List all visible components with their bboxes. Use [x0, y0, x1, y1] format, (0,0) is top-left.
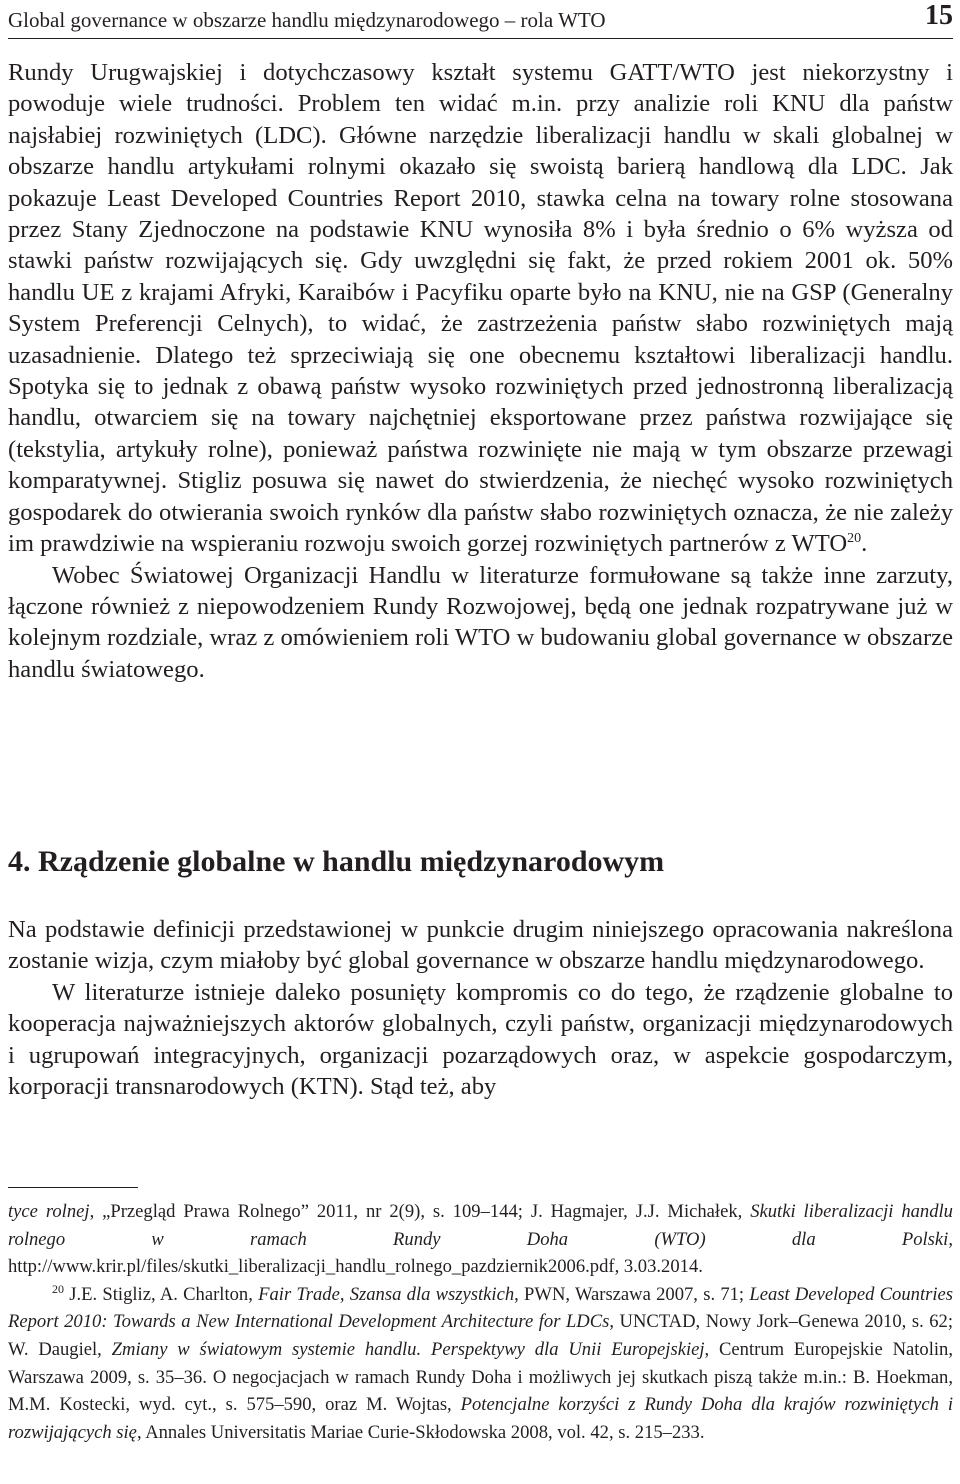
paragraph-2: Wobec Światowej Organizacji Handlu w literaturze formułowane są także inne zarzuty, łączone również z niepowodzeniem Rundy Rozwojowej, będą one jednak rozpatrywane już w kolejnym rozdziale, wraz z omówieniem roli WTO w budowaniu global governance w obszarze handlu światowego. [8, 561, 953, 683]
paragraph-1-text: Rundy Urugwajskiej i dotychczasowy kształt systemu GATT/WTO jest niekorzystny i powoduje wiele trudności. Problem ten widać m.in. przy analizie roli KNU dla państw najsłabiej rozwiniętych (LDC). Główne narzędzie liberalizacji handlu w skali globalnej w obszarze handlu artykułami rolnymi okazało się swoistą barierą handlową dla LDC. Jak pokazuje Least Developed Countries Report 2010, stawka celna na towary rolne stosowana przez Stany Zjednoczone na podstawie KNU wynosiła 8% i była średnio o 6% wyższa od stawki państw rozwijających się. Gdy uwzględni się fakt, że przed rokiem 2001 ok. 50% handlu UE z krajami Afryki, Karaibów i Pacyfiku oparte było na KNU, nie na GSP (Generalny System Preferencji Celnych), to widać, że zastrzeżenia państw słabo rozwiniętych mają uzasadnienie. Dlatego też sprzeciwiają się one obecnemu kształtowi liberalizacji handlu. Spotyka się to jednak z obawą państw wysoko rozwiniętych przed jednostronną liberalizacją handlu, otwarciem się na towary najchętniej eksportowane przez państwa rozwijające się (tekstylia, artykuły rolne), ponieważ państwa rozwinięte nie mają w tym obszarze przewagi komparatywnej. Stigliz posuwa się nawet do stwierdzenia, że niechęć wysoko rozwiniętych gospodarek do otwierania swoich rynków dla państw słabo rozwiniętych oznacza, że nie zależy im prawdziwie na wspieraniu rozwoju swoich gorzej rozwiniętych partnerów z WTO [8, 59, 953, 558]
fn20-italic-1: Fair Trade, Szansa dla wszystkich [258, 1283, 515, 1305]
running-head-title: Global governance w obszarze handlu międzynarodowego – rola WTO [8, 8, 606, 32]
footnote-continuation [8, 1198, 953, 1281]
page-number: 15 [925, 0, 953, 31]
paragraph-1 [8, 57, 953, 560]
header-rule [8, 38, 953, 39]
running-head [8, 0, 953, 34]
fn20-text-2: , PWN, Warszawa 2007, s. 71; [514, 1283, 750, 1305]
fn20-italic-3: Zmiany w światowym systemie handlu. Perspektywy dla Unii Europejskiej [111, 1338, 705, 1360]
body-text-upper [8, 57, 953, 685]
body-text-lower [8, 914, 953, 1102]
fn20-italic-4: Potencjalne korzyści z Rundy Doha dla krajów rozwiniętych i rozwijających się [8, 1394, 953, 1443]
fn-cont-text-1: , „Przegląd Prawa Rolnego” 2011, nr 2(9), s. 109–144; J. Hagmajer, J.J. Michałek, [89, 1201, 751, 1222]
fn20-italic-2: Least Developed Countries Report 2010: Towards a New International Development Architecture for LDCs [8, 1283, 953, 1333]
paragraph-4: W literaturze istnieje daleko posunięty kompromis co do tego, że rządzenie globalne to kooperacja najważniejszych aktorów globalnych, czyli państw, organizacji międzynarodowych i ugrupowań integracyjnych, organizacji pozarządowych oraz, w aspekcie gospodarczym, korporacji transnarodowych (KTN). Stąd też, aby [8, 978, 953, 1101]
fn20-text-1: J.E. Stigliz, A. Charlton, [64, 1283, 259, 1305]
footnote-20 [8, 1281, 953, 1447]
footnote-ref-20[interactable]: 20 [847, 531, 862, 547]
footnote-20-number: 20 [52, 1281, 64, 1296]
fn20-text-5: , Annales Universitatis Mariae Curie-Skłodowska 2008, vol. 42, s. 215–233. [136, 1421, 705, 1443]
paragraph-3: Na podstawie definicji przedstawionej w punkcie drugim niniejszego opracowania nakreślona zostanie wizja, czym miałoby być global governance w obszarze handlu międzynarodowego. [8, 916, 953, 975]
fn-cont-italic-2: Skutki liberalizacji handlu rolnego w ramach Rundy Doha (WTO) dla Polski [8, 1201, 953, 1250]
section-heading: 4. Rządzenie globalne w handlu międzynarodowym [8, 845, 665, 878]
paragraph-1-end: . [861, 530, 868, 558]
fn-cont-text-2: , http://www.krir.pl/files/skutki_liberalizacji_handlu_rolnego_pazdziernik2006.pdf, 3.03.2014. [8, 1228, 953, 1278]
fn20-text-3: , UNCTAD, Nowy Jork–Genewa 2010, s. 62; W. Daugiel, [8, 1311, 954, 1360]
footnote-rule [8, 1187, 138, 1188]
footnotes [8, 1198, 953, 1446]
fn20-text-4: , Centrum Europejskie Natolin, Warszawa 2009, s. 35–36. O negocjacjach w ramach Rundy Doha i możliwych jej skutkach piszą także m.in.: B. Hoekman, M.M. Kostecki, wyd. cyt., s. 575–590, oraz M. Wojtas, [8, 1338, 953, 1416]
fn-cont-italic-1: tyce rolnej [8, 1201, 90, 1222]
